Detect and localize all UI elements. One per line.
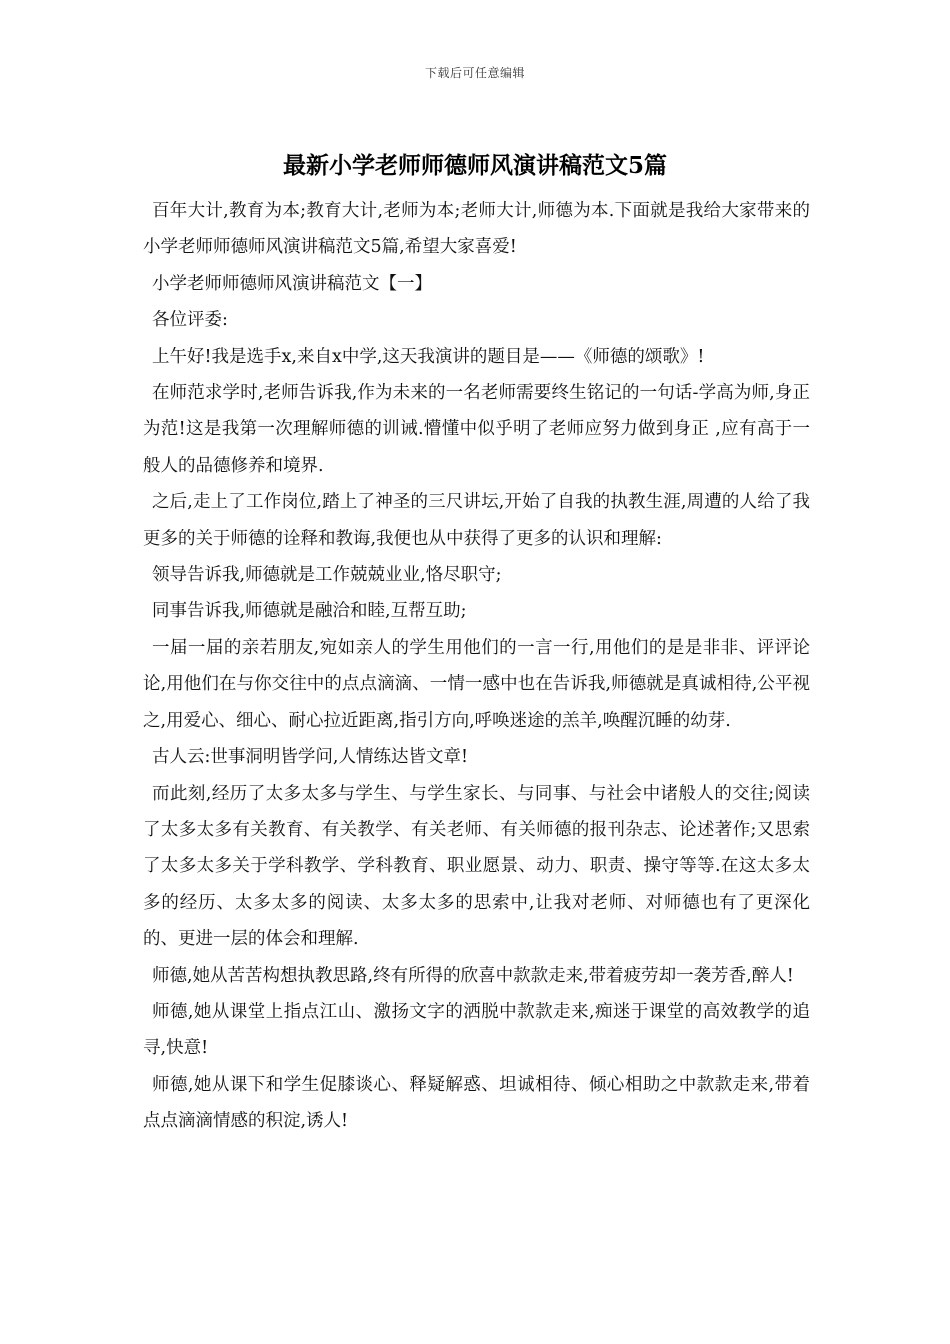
paragraph-body: 师德,她从苦苦构想执教思路,终有所得的欣喜中款款走来,带着疲劳却一袭芳香,醉人!	[152, 965, 794, 986]
paragraph-body: 师德,她从课堂上指点江山、激扬文字的洒脱中款款走来,痴迷于课堂的高效教学的追寻,快意!	[143, 1001, 810, 1059]
paragraph-intro: 百年大计,教育为本;教育大计,老师为本;老师大计,师德为本.下面就是我给大家带来的小学老师师德师风演讲稿范文5篇,希望大家喜爱!	[143, 201, 810, 258]
paragraph-body: 在师范求学时,老师告诉我,作为未来的一名老师需要终生铭记的一句话-学高为师,身正为范!这是我第一次理解师德的训诫.懵懂中似乎明了老师应努力做到身正 ,应有高于一般人的品德修养和境界.	[143, 383, 810, 476]
document-title: 最新小学老师师德师风演讲稿范文5篇	[282, 152, 667, 179]
document-body	[143, 193, 810, 1140]
paragraph-greeting: 上午好!我是选手x,来自x中学,这天我演讲的题目是——《师德的颂歌》!	[152, 346, 705, 367]
paragraph-section-heading: 小学老师师德师风演讲稿范文【一】	[152, 273, 432, 294]
paragraph-body: 师德,她从课下和学生促膝谈心、释疑解惑、坦诚相待、倾心相助之中款款走来,带着点点滴滴情感的积淀,诱人!	[143, 1074, 810, 1132]
page-header-note: 下载后可任意编辑	[424, 66, 525, 80]
paragraph-body: 而此刻,经历了太多太多与学生、与学生家长、与同事、与社会中诸般人的交往;阅读了太多太多有关教育、有关教学、有关老师、有关师德的报刊杂志、论述著作;又思索了太多太多关于学科教学、学科教育、职业愿景、动力、职责、操守等等.在这太多太多的经历、太多太多的阅读、太多太多的思索中,让我对老师、对师德也有了更深化的、更进一层的体会和理解.	[143, 783, 810, 950]
paragraph-body: 古人云:世事洞明皆学问,人情练达皆文章!	[152, 747, 468, 768]
paragraph-body: 同事告诉我,师德就是融洽和睦,互帮互助;	[152, 601, 467, 622]
paragraph-salutation: 各位评委:	[152, 310, 228, 331]
paragraph-body: 之后,走上了工作岗位,踏上了神圣的三尺讲坛,开始了自我的执教生涯,周遭的人给了我更多的关于师德的诠释和教诲,我便也从中获得了更多的认识和理解:	[143, 492, 810, 549]
paragraph-body: 一届一届的亲若朋友,宛如亲人的学生用他们的一言一行,用他们的是是非非、评评论论,用他们在与你交往中的点点滴滴、一情一感中也在告诉我,师德就是真诚相待,公平视之,用爱心、细心、耐心拉近距离,指引方向,呼唤迷途的羔羊,唤醒沉睡的幼芽.	[143, 637, 810, 731]
paragraph-body: 领导告诉我,师德就是工作兢兢业业,恪尽职守;	[152, 565, 502, 586]
